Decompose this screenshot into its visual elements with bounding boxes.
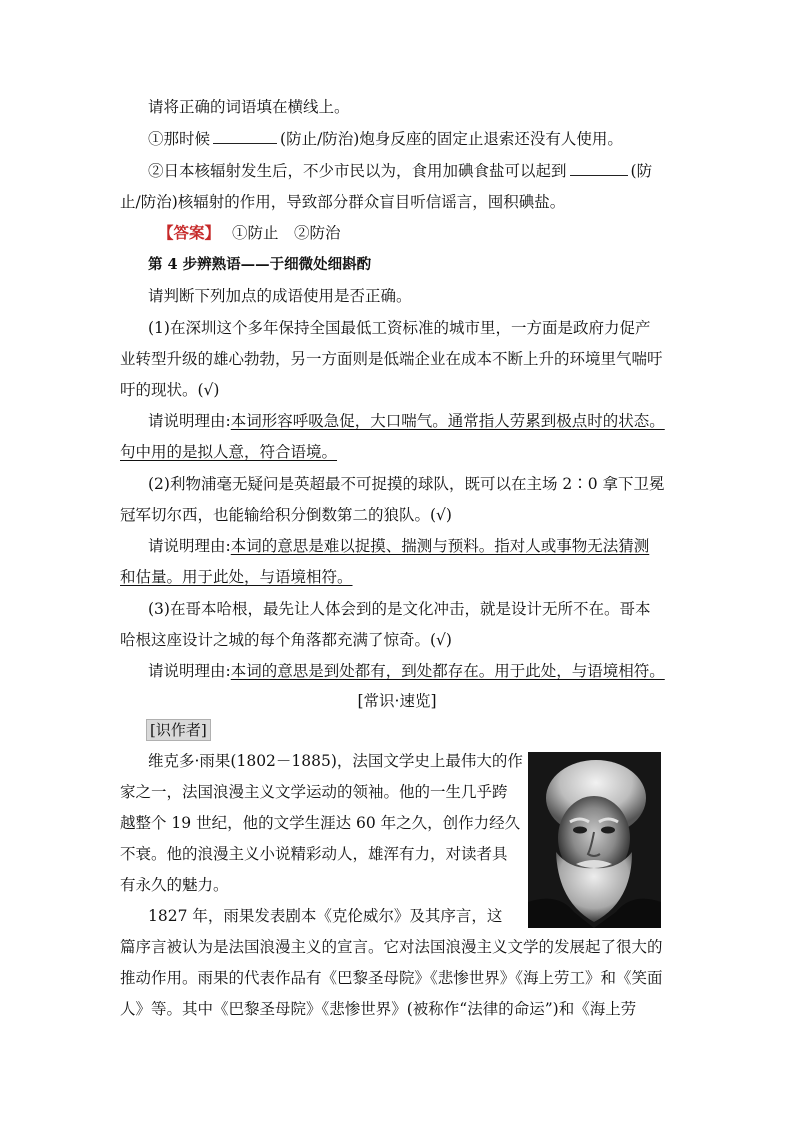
bio-p2-line-1: 1827 年，雨果发表剧本《克伦威尔》及其序言，这 [148, 907, 503, 925]
fill-instruction: 请将正确的词语填在横线上。 [148, 98, 350, 116]
answer-text: ①防止 ②防治 [232, 224, 341, 242]
item-3-line-1: (3)在哥本哈根，最先让人体会到的是文化冲击，就是设计无所不在。哥本 [148, 600, 651, 618]
section-title: [常识·速览] [357, 692, 437, 710]
bio-p1-line-4: 不衰。他的浪漫主义小说精彩动人，雄浑有力，对读者具 [120, 845, 508, 863]
item-1-line-2: 业转型升级的雄心勃勃，另一方面则是低端企业在成本不断上升的环境里气喘吁 [120, 350, 663, 368]
bio-p2-line-3: 推动作用。雨果的代表作品有《巴黎圣母院》《悲惨世界》《海上劳工》和《笑面 [120, 969, 663, 987]
author-tag: [识作者] [146, 719, 211, 741]
judge-instruction: 请判断下列加点的成语使用是否正确。 [148, 287, 412, 305]
portrait-image [528, 752, 661, 928]
question-1-blank[interactable] [213, 128, 277, 144]
bio-p1-line-3: 越整个 19 世纪，他的文学生涯达 60 年之久，创作力经久 [120, 814, 521, 832]
question-2-after: (防 [630, 162, 653, 180]
victor-hugo-portrait [528, 752, 661, 928]
item-1-reason-text: 本词形容呼吸急促，大口喘气。通常指人劳累到极点时的状态。 [230, 412, 665, 430]
item-2-reason-text: 本词的意思是难以捉摸、揣测与预料。指对人或事物无法猜测 [230, 537, 650, 555]
bio-p2-line-2: 篇序言被认为是法国浪漫主义的宣言。它对法国浪漫主义文学的发展起了很大的 [120, 938, 663, 956]
item-2-reason-label: 请说明理由: [148, 537, 231, 555]
question-1 [148, 128, 623, 150]
item-2-line-1: (2)利物浦毫无疑问是英超最不可捉摸的球队，既可以在主场 2∶0 拿下卫冕 [148, 475, 665, 493]
answer-tag: 【答案】 [158, 223, 221, 242]
item-1-reason [148, 410, 665, 432]
item-3-reason-text: 本词的意思是到处都有，到处都存在。用于此处，与语境相符。 [230, 662, 665, 680]
question-2-blank[interactable] [570, 160, 628, 176]
item-1-reason-label: 请说明理由: [148, 412, 231, 430]
item-2-reason [148, 535, 649, 557]
step-4-title: 第 4 步辨熟语——于细微处细斟酌 [148, 256, 372, 273]
item-2-line-2: 冠军切尔西，也能输给积分倒数第二的狼队。(√) [120, 506, 452, 524]
question-2-line-2: 止/防治)核辐射的作用，导致部分群众盲目听信谣言，囤积碘盐。 [120, 193, 566, 211]
question-2-before: ②日本核辐射发生后，不少市民以为，食用加碘食盐可以起到 [148, 162, 567, 180]
question-1-after: (防止/防治)炮身反座的固定止退索还没有人使用。 [280, 130, 623, 148]
item-3-reason [148, 660, 665, 682]
item-2-reason-line-2: 和估量。用于此处，与语境相符。 [120, 568, 353, 586]
item-3-reason-label: 请说明理由: [148, 662, 231, 680]
item-1-line-3: 吁的现状。(√) [120, 381, 220, 399]
answer [158, 222, 341, 244]
question-2-line-1 [148, 160, 652, 182]
item-1-reason-line-2: 句中用的是拟人意，符合语境。 [120, 443, 338, 461]
item-3-line-2: 哈根这座设计之城的每个角落都充满了惊奇。(√) [120, 631, 452, 649]
question-1-before: ①那时候 [148, 130, 211, 148]
bio-p1-line-5: 有永久的魅力。 [120, 876, 229, 894]
item-1-line-1: (1)在深圳这个多年保持全国最低工资标准的城市里，一方面是政府力促产 [148, 319, 651, 337]
bio-p2-line-4: 人》等。其中《巴黎圣母院》《悲惨世界》(被称作“法律的命运”)和《海上劳 [120, 1000, 637, 1018]
bio-p1-line-1: 维克多·雨果(1802－1885)，法国文学史上最伟大的作 [148, 752, 523, 770]
bio-p1-line-2: 家之一，法国浪漫主义文学运动的领袖。他的一生几乎跨 [120, 783, 508, 801]
